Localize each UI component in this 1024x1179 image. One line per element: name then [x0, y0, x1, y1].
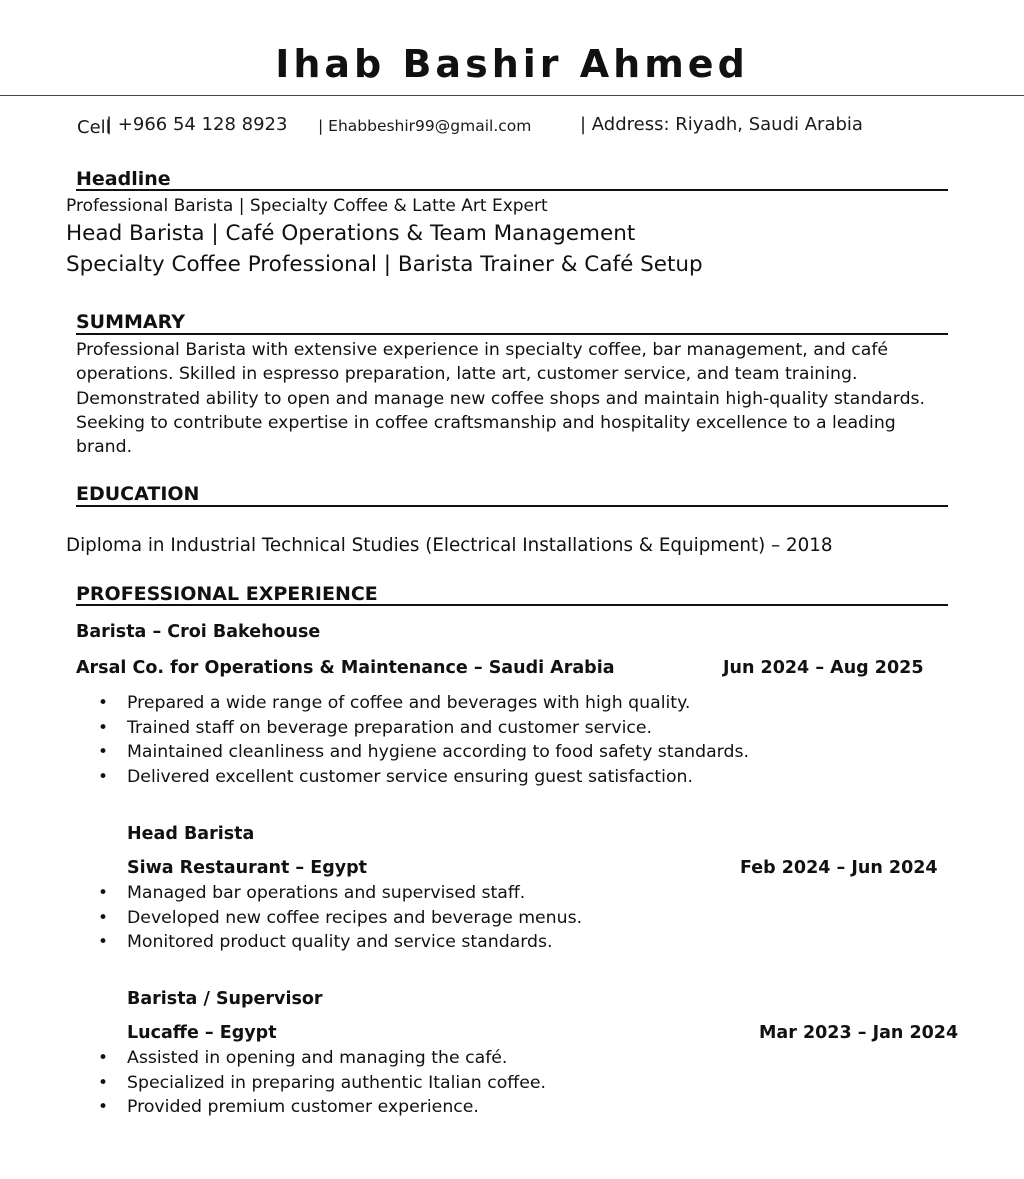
experience-title: PROFESSIONAL EXPERIENCE: [76, 583, 378, 605]
job-role: Head Barista: [127, 824, 255, 844]
job-dates: Jun 2024 – Aug 2025: [723, 658, 924, 678]
address: | Address: Riyadh, Saudi Arabia: [580, 114, 863, 135]
bullet-item: • Assisted in opening and managing the café.: [127, 1046, 546, 1071]
bullet-item: • Monitored product quality and service standards.: [127, 930, 582, 955]
job-bullets: [127, 1046, 546, 1120]
bullet-item: • Maintained cleanliness and hygiene according to food safety standards.: [127, 740, 749, 765]
summary-text: Professional Barista with extensive experience in specialty coffee, bar management, and café operations. Skilled in espresso preparation, latte art, customer service, and team training. Demonstrated ability to open and manage new coffee shops and maintain high-quality standards. Seeking to contribute expertise in coffee craftsmanship and hospitality excellence to a leading brand.: [76, 340, 926, 458]
job-bullets: [127, 691, 749, 789]
education-title: EDUCATION: [76, 483, 200, 505]
headline-line-2: Head Barista | Café Operations & Team Management: [66, 221, 636, 246]
summary-title: SUMMARY: [76, 311, 185, 333]
experience-rule: [76, 604, 948, 606]
job-bullets: [127, 881, 582, 955]
headline-title: Headline: [76, 168, 171, 190]
candidate-name: Ihab Bashir Ahmed: [275, 42, 749, 86]
headline-rule: [76, 189, 948, 191]
education-entry: Diploma in Industrial Technical Studies (Electrical Installations & Equipment) – 2018: [66, 535, 833, 556]
cell-label: Cell: [77, 117, 111, 138]
bullet-item: • Delivered excellent customer service ensuring guest satisfaction.: [127, 765, 749, 790]
bullet-item: • Prepared a wide range of coffee and beverages with high quality.: [127, 691, 749, 716]
header-divider: [0, 95, 1024, 96]
job-company: Siwa Restaurant – Egypt: [127, 858, 368, 878]
bullet-item: • Developed new coffee recipes and beverage menus.: [127, 906, 582, 931]
job-company: Lucaffe – Egypt: [127, 1023, 277, 1043]
job-company: Arsal Co. for Operations & Maintenance – Saudi Arabia: [76, 658, 615, 678]
job-role: Barista – Croi Bakehouse: [76, 622, 321, 642]
bullet-item: • Trained staff on beverage preparation and customer service.: [127, 716, 749, 741]
bullet-item: • Specialized in preparing authentic Italian coffee.: [127, 1071, 546, 1096]
bullet-item: • Provided premium customer experience.: [127, 1095, 546, 1120]
headline-line-3: Specialty Coffee Professional | Barista Trainer & Café Setup: [66, 252, 703, 277]
bullet-item: • Managed bar operations and supervised staff.: [127, 881, 582, 906]
email-address: | Ehabbeshir99@gmail.com: [318, 117, 532, 135]
job-dates: Mar 2023 – Jan 2024: [759, 1023, 959, 1043]
education-rule: [76, 505, 948, 507]
phone-number: | +966 54 128 8923: [106, 114, 288, 135]
job-dates: Feb 2024 – Jun 2024: [740, 858, 938, 878]
summary-rule: [76, 333, 948, 335]
job-role: Barista / Supervisor: [127, 989, 323, 1009]
headline-line-1: Professional Barista | Specialty Coffee & Latte Art Expert: [66, 196, 548, 216]
